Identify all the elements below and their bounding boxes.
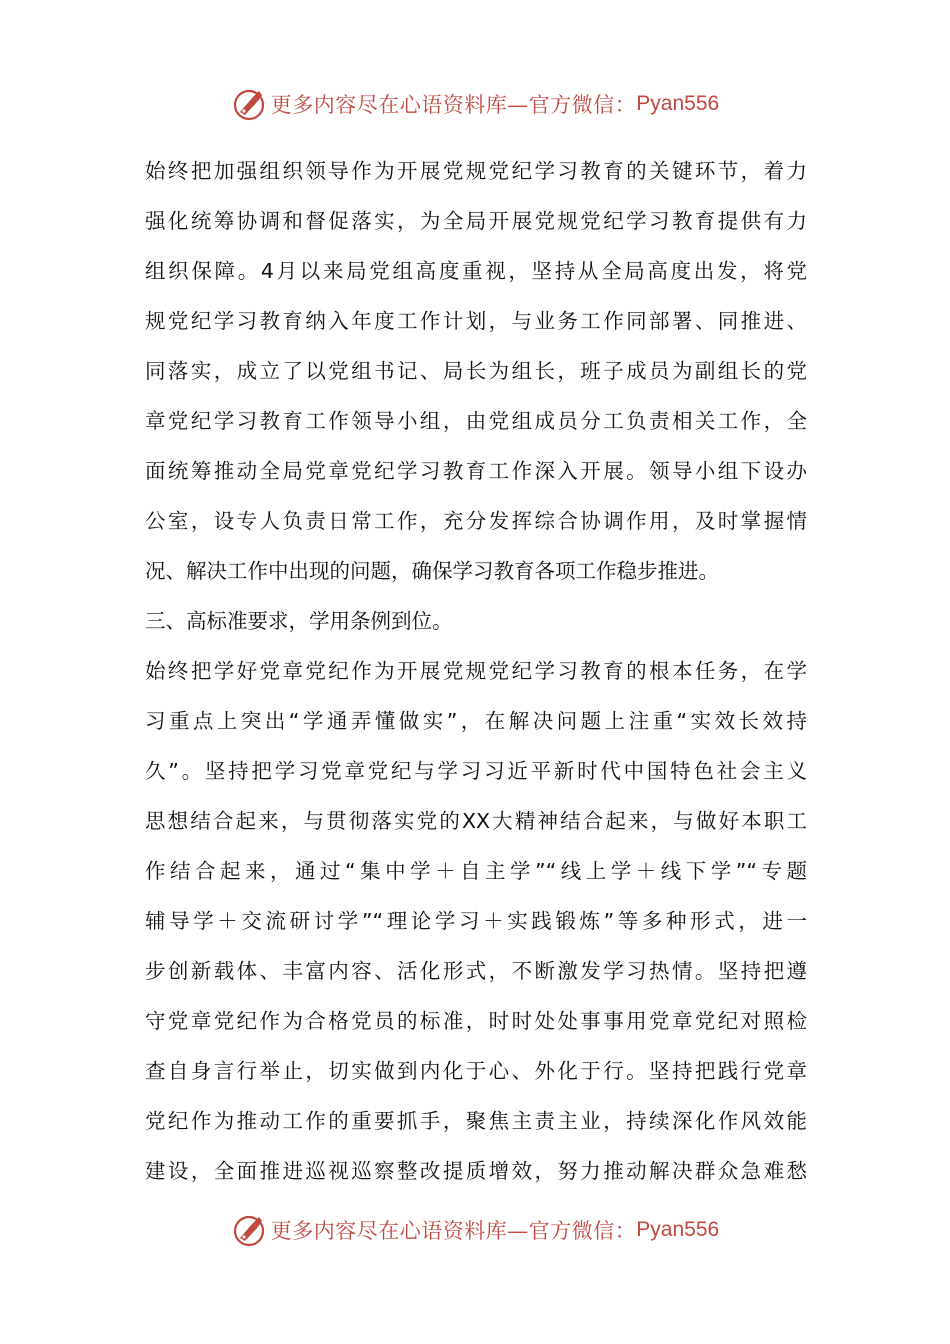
body-line: 思想结合起来，与贯彻落实党的XX大精神结合起来，与做好本职工 <box>145 809 807 833</box>
body-line: 规党纪学习教育纳入年度工作计划，与业务工作同部署、同推进、 <box>145 309 807 333</box>
pen-nib-logo-icon <box>231 86 267 122</box>
section-heading: 三、高标准要求，学用条例到位。 <box>145 609 453 633</box>
body-line: 组织保障。4月以来局党组高度重视，坚持从全局高度出发，将党 <box>145 259 807 283</box>
header-watermark <box>0 82 950 126</box>
watermark-text: 更多内容尽在心语资料库—官方微信： <box>270 93 637 117</box>
watermark-text: 更多内容尽在心语资料库—官方微信： <box>270 1219 637 1243</box>
body-line: 况、解决工作中出现的问题，确保学习教育各项工作稳步推进。 <box>145 559 719 583</box>
body-line: 守党章党纪作为合格党员的标准，时时处处事事用党章党纪对照检 <box>145 1009 807 1033</box>
body-line: 始终把学好党章党纪作为开展党规党纪学习教育的根本任务，在学 <box>145 659 807 683</box>
body-line: 强化统筹协调和督促落实，为全局开展党规党纪学习教育提供有力 <box>145 209 807 233</box>
body-line: 党纪作为推动工作的重要抓手，聚焦主责主业，持续深化作风效能 <box>145 1109 807 1133</box>
body-line: 同落实，成立了以党组书记、局长为组长，班子成员为副组长的党 <box>145 359 807 383</box>
body-line: 始终把加强组织领导作为开展党规党纪学习教育的关键环节，着力 <box>145 159 807 183</box>
body-line: 习重点上突出“学通弄懂做实”，在解决问题上注重“实效长效持 <box>145 709 807 733</box>
body-line: 公室，设专人负责日常工作，充分发挥综合协调作用，及时掌握情 <box>145 509 807 533</box>
body-line: 步创新载体、丰富内容、活化形式，不断激发学习热情。坚持把遵 <box>145 959 807 983</box>
body-line: 久”。坚持把学习党章党纪与学习习近平新时代中国特色社会主义 <box>145 759 807 783</box>
watermark-wechat-id: Pyan556 <box>636 92 720 115</box>
body-line: 作结合起来，通过“集中学＋自主学”“线上学＋线下学”“专题 <box>145 859 807 883</box>
document-body <box>145 146 807 1196</box>
body-line: 章党纪学习教育工作领导小组，由党组成员分工负责相关工作，全 <box>145 409 807 433</box>
body-line: 面统筹推动全局党章党纪学习教育工作深入开展。领导小组下设办 <box>145 459 807 483</box>
body-line: 建设，全面推进巡视巡察整改提质增效，努力推动解决群众急难愁 <box>145 1159 807 1183</box>
body-line: 辅导学＋交流研讨学”“理论学习＋实践锻炼”等多种形式，进一 <box>145 909 807 933</box>
body-line: 查自身言行举止，切实做到内化于心、外化于行。坚持把践行党章 <box>145 1059 807 1083</box>
pen-nib-logo-icon <box>231 1212 267 1248</box>
watermark-wechat-id: Pyan556 <box>636 1218 720 1241</box>
footer-watermark <box>0 1208 950 1252</box>
